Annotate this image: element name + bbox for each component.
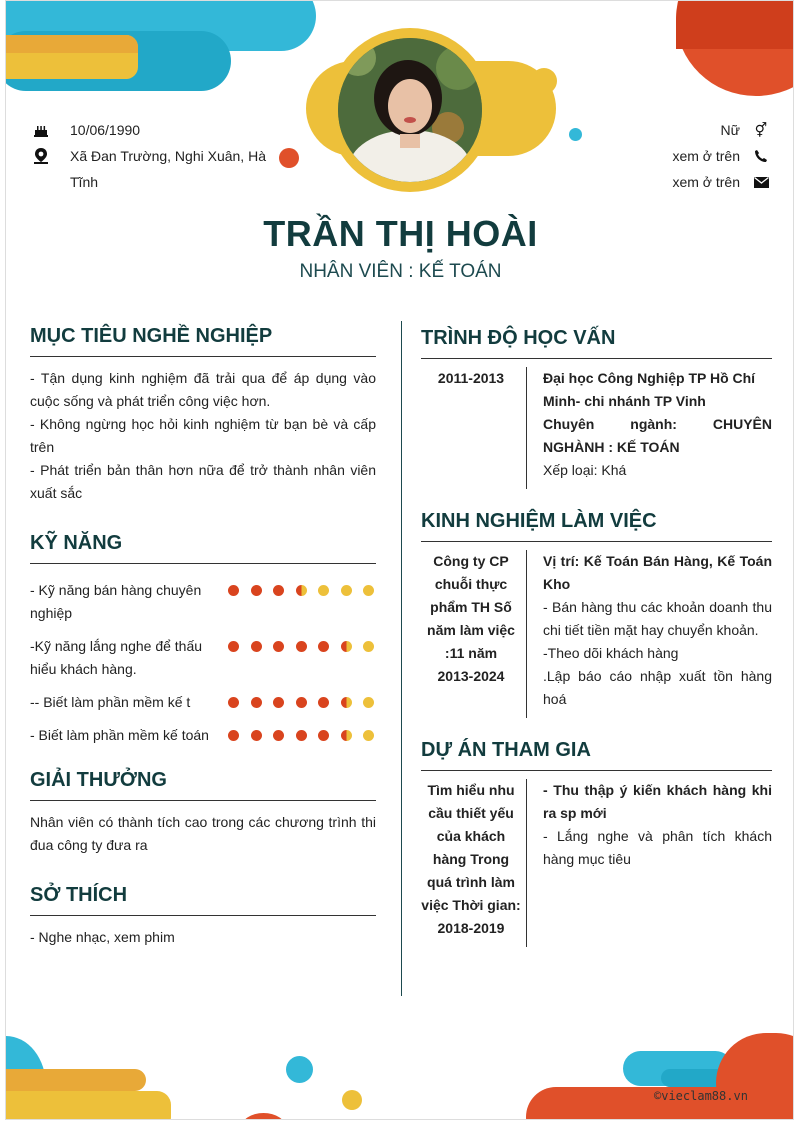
experience-role: Vị trí: Kế Toán Bán Hàng, Kế Toán Kho [543,553,772,592]
experience-heading: KINH NGHIỆM LÀM VIỆC [421,510,772,542]
decor-yellow-bottom-left [5,1091,171,1120]
mail-icon [750,169,772,195]
experience-duty-1: - Bán hàng thu các khoản doanh thu chi tiết tiền mặt hay chuyển khoản. [543,599,772,638]
rating-dot [273,697,284,708]
rating-dot [251,697,262,708]
birthday-row [30,117,280,143]
skill-label: - Kỹ năng bán hàng chuyên nghiệp [30,582,202,621]
skill-row [30,724,380,747]
skill-label: -- Biết làm phần mềm kế t [30,694,191,710]
experience-company: Công ty CP chuỗi thực phẩm TH Số năm làm việc :11 năm [427,553,515,661]
rating-dot [363,697,374,708]
education-major: Chuyên ngành: CHUYÊN NGHÀNH : KẾ TOÁN [543,416,772,455]
rating-dot [341,641,352,652]
decor-yellow-dot [531,68,557,94]
rating-dot [251,585,262,596]
rating-dot [341,730,352,741]
gender-row [566,117,772,143]
project-title: - Thu thập ý kiến khách hàng khi ra sp mới [543,782,772,821]
education-period: 2011-2013 [437,370,505,386]
candidate-position: NHÂN VIÊN : KẾ TOÁN [299,261,502,282]
rating-dot [273,585,284,596]
phone-row [566,143,772,169]
rating-dot [363,730,374,741]
decor-red-dot [279,148,299,168]
rating-dot [228,730,239,741]
skill-rating [228,730,386,741]
skill-rating [228,697,386,708]
experience-duty-2: -Theo dõi khách hàng [543,645,679,661]
rating-dot [296,641,307,652]
experience-timeline [526,550,527,718]
rating-dot [296,697,307,708]
skill-row [30,579,380,625]
location-icon [30,143,52,169]
objective-heading: MỤC TIÊU NGHỀ NGHIỆP [30,325,376,357]
skill-rating [228,585,386,596]
hobbies-heading: SỞ THÍCH [30,884,376,916]
rating-dot [273,730,284,741]
skill-row [30,691,380,714]
avatar [338,38,482,182]
decor-blue-dot-bottom [286,1056,313,1083]
project-name: Tìm hiểu nhu cầu thiết yếu của khách hàng Trong quá trình làm việc Thời gian: [421,782,521,913]
rating-dot [341,697,352,708]
email-row [566,169,772,195]
rating-dot [318,641,329,652]
project-period: 2018-2019 [437,920,505,936]
phone-icon [750,143,772,169]
project-detail: - Lắng nghe và phân tích khách hàng mục tiêu [543,828,772,867]
education-school: Đại học Công Nghiệp TP Hồ Chí Minh- chi nhánh TP Vinh [543,370,756,409]
watermark: ©vieclam88.vn [654,1089,748,1103]
skill-row [30,635,380,681]
address-row [30,143,280,195]
experience-duty-3: .Lập báo cáo nhập xuất tồn hàng hoá [543,668,772,707]
rating-dot [296,730,307,741]
rating-dot [363,641,374,652]
skills-heading: KỸ NĂNG [30,532,376,564]
rating-dot [273,641,284,652]
candidate-name: TRẦN THỊ HOÀI [263,213,538,254]
rating-dot [228,697,239,708]
rating-dot [296,585,307,596]
skill-rating [228,641,386,652]
projects-heading: DỰ ÁN THAM GIA [421,739,772,771]
gender-icon: ⚥ [754,122,768,138]
gender-text: Nữ [720,122,740,138]
decor-yellow-dot-bottom [342,1090,362,1110]
experience-period: 2013-2024 [437,668,505,684]
rating-dot [251,641,262,652]
rating-dot [341,585,352,596]
address-text: Xã Đan Trường, Nghi Xuân, Hà Tĩnh [70,148,266,190]
cake-icon [30,117,52,143]
rating-dot [318,585,329,596]
objective-line-1: - Tận dụng kinh nghiệm đã trải qua để áp dụng vào cuộc sống và phát triển công việc hơn. [30,370,376,409]
awards-heading: GIẢI THƯỞNG [30,769,376,801]
skill-label: - Biết làm phần mềm kế toán [30,727,209,743]
hobbies-text: - Nghe nhạc, xem phim [30,929,175,945]
email-text: xem ở trên [672,174,740,190]
avatar-frame [328,28,492,192]
column-divider [401,321,402,996]
objective-line-2: - Không ngừng học hỏi kinh nghiệm từ bạn bè và cấp trên [30,416,376,455]
cv-page [5,0,794,1120]
objective-line-3: - Phát triển bản thân hơn nữa để trở thành nhân viên xuất sắc [30,462,376,501]
rating-dot [251,730,262,741]
decor-orange-bottom-left [5,1069,146,1091]
birthday-text: 10/06/1990 [70,122,141,138]
education-grade: Xếp loại: Khá [543,462,627,478]
rating-dot [363,585,374,596]
decor-orange-top [5,35,138,53]
avatar-photo [338,38,482,182]
decor-red-bottom [241,1113,286,1120]
phone-text: xem ở trên [672,148,740,164]
rating-dot [228,641,239,652]
education-timeline [526,367,527,489]
decor-red-top-right-dark [676,0,794,49]
rating-dot [318,730,329,741]
skill-label: -Kỹ năng lắng nghe để thấu hiểu khách hàng. [30,638,203,677]
awards-text: Nhân viên có thành tích cao trong các chương trình thi đua công ty đưa ra [30,814,376,853]
rating-dot [318,697,329,708]
projects-timeline [526,779,527,947]
education-heading: TRÌNH ĐỘ HỌC VẤN [421,327,772,359]
rating-dot [228,585,239,596]
